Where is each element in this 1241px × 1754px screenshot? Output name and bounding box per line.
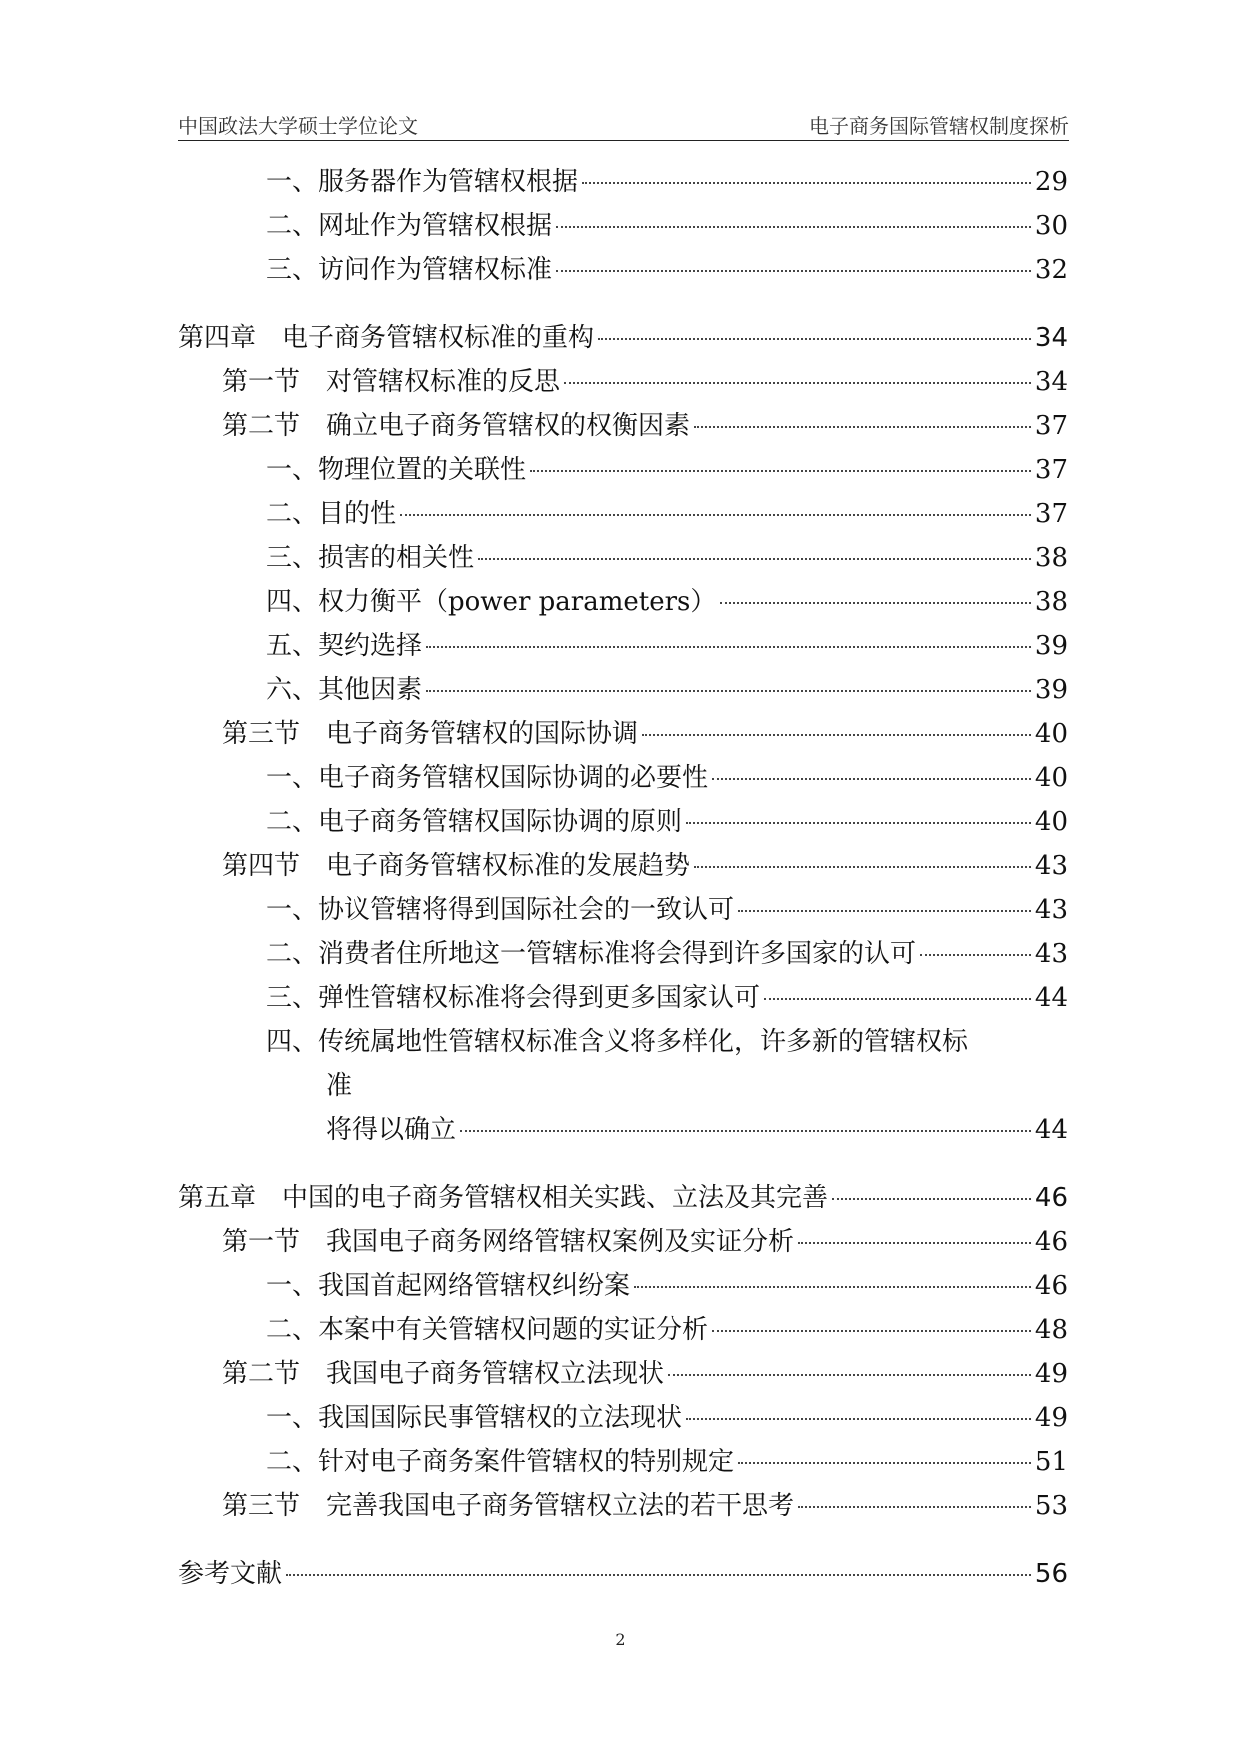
toc-entry[interactable] — [178, 492, 1068, 536]
toc-entry-page: 49 — [1034, 1359, 1068, 1389]
dot-leader — [400, 514, 1031, 516]
toc-entry-title: 二、消费者住所地这一管辖标准将会得到许多国家的认可 — [266, 939, 917, 969]
dot-leader — [460, 1130, 1031, 1132]
dot-leader — [764, 998, 1031, 1000]
dot-leader — [738, 1462, 1031, 1464]
toc-entry-title: 三、损害的相关性 — [266, 543, 475, 573]
toc-entry-title: 第三节 电子商务管辖权的国际协调 — [222, 719, 639, 749]
header-thesis-title: 电子商务国际管辖权制度探析 — [809, 114, 1069, 138]
table-of-contents — [178, 160, 1068, 1596]
toc-entry-title: 四、权力衡平（power parameters） — [266, 587, 717, 617]
toc-entry[interactable] — [178, 712, 1068, 756]
toc-entry-title: 六、其他因素 — [266, 675, 423, 705]
dot-leader — [694, 426, 1031, 428]
toc-entry[interactable] — [178, 1396, 1068, 1440]
dot-leader — [426, 646, 1031, 648]
header-thesis-label: 中国政法大学硕士学位论文 — [178, 114, 418, 138]
toc-entry-title: 第一节 我国电子商务网络管辖权案例及实证分析 — [222, 1227, 795, 1257]
toc-entry-page: 38 — [1034, 587, 1068, 617]
toc-entry[interactable] — [178, 756, 1068, 800]
toc-entry-title-line: 准 — [326, 1071, 353, 1101]
toc-entry[interactable] — [178, 248, 1068, 292]
toc-entry[interactable] — [178, 1020, 1068, 1152]
toc-entry-title: 三、访问作为管辖权标准 — [266, 255, 553, 285]
toc-entry-title: 第一节 对管辖权标准的反思 — [222, 367, 561, 397]
toc-entry-title: 一、服务器作为管辖权根据 — [266, 167, 579, 197]
toc-entry-page: 43 — [1034, 851, 1068, 881]
toc-entry-title: 一、协议管辖将得到国际社会的一致认可 — [266, 895, 735, 925]
toc-entry[interactable] — [178, 1220, 1068, 1264]
dot-leader — [598, 338, 1031, 340]
toc-entry-page: 48 — [1034, 1315, 1068, 1345]
toc-entry-title: 二、本案中有关管辖权问题的实证分析 — [266, 1315, 709, 1345]
toc-entry-title: 第四章 电子商务管辖权标准的重构 — [178, 323, 595, 353]
toc-entry-title: 一、我国首起网络管辖权纠纷案 — [266, 1271, 631, 1301]
dot-leader — [712, 1330, 1031, 1332]
toc-entry-page: 32 — [1034, 255, 1068, 285]
toc-entry[interactable] — [178, 536, 1068, 580]
dot-leader — [738, 910, 1031, 912]
dot-leader — [556, 270, 1031, 272]
dot-leader — [798, 1242, 1031, 1244]
toc-entry-page: 39 — [1034, 631, 1068, 661]
toc-entry[interactable] — [178, 976, 1068, 1020]
toc-entry[interactable] — [178, 1440, 1068, 1484]
toc-entry[interactable] — [178, 360, 1068, 404]
toc-entry-page: 37 — [1034, 411, 1068, 441]
toc-entry-page: 53 — [1034, 1491, 1068, 1521]
toc-entry-page: 39 — [1034, 675, 1068, 705]
dot-leader — [564, 382, 1031, 384]
dot-leader — [720, 602, 1031, 604]
toc-entry-page: 30 — [1034, 211, 1068, 241]
toc-entry[interactable] — [178, 316, 1068, 360]
toc-entry-title: 二、电子商务管辖权国际协调的原则 — [266, 807, 683, 837]
toc-entry-title: 第二节 我国电子商务管辖权立法现状 — [222, 1359, 665, 1389]
toc-entry-title-line: 四、传统属地性管辖权标准含义将多样化，许多新的管辖权标 — [266, 1027, 969, 1057]
dot-leader — [712, 778, 1031, 780]
toc-entry[interactable] — [178, 1352, 1068, 1396]
toc-entry-page: 34 — [1034, 323, 1068, 353]
toc-entry[interactable] — [178, 844, 1068, 888]
toc-entry-page: 37 — [1034, 499, 1068, 529]
toc-entry-page: 46 — [1034, 1271, 1068, 1301]
toc-entry[interactable] — [178, 1552, 1068, 1596]
toc-entry-page: 46 — [1034, 1227, 1068, 1257]
toc-entry-page: 46 — [1034, 1183, 1068, 1213]
dot-leader — [668, 1374, 1031, 1376]
toc-entry-title: 二、目的性 — [266, 499, 397, 529]
toc-entry-page: 56 — [1034, 1559, 1068, 1589]
toc-entry-page: 44 — [1034, 983, 1068, 1013]
toc-entry-page: 43 — [1034, 939, 1068, 969]
toc-entry-title: 二、针对电子商务案件管辖权的特别规定 — [266, 1447, 735, 1477]
toc-entry[interactable] — [178, 1264, 1068, 1308]
toc-entry[interactable] — [178, 668, 1068, 712]
toc-entry[interactable] — [178, 448, 1068, 492]
toc-entry-title: 一、物理位置的关联性 — [266, 455, 527, 485]
toc-entry-title: 将得以确立 — [326, 1115, 457, 1145]
toc-entry-title: 第五章 中国的电子商务管辖权相关实践、立法及其完善 — [178, 1183, 829, 1213]
dot-leader — [582, 182, 1031, 184]
toc-entry-title: 三、弹性管辖权标准将会得到更多国家认可 — [266, 983, 761, 1013]
toc-entry[interactable] — [178, 580, 1068, 624]
toc-entry-page: 34 — [1034, 367, 1068, 397]
toc-entry-title: 五、契约选择 — [266, 631, 423, 661]
dot-leader — [686, 1418, 1031, 1420]
toc-entry-title: 一、电子商务管辖权国际协调的必要性 — [266, 763, 709, 793]
toc-entry-title: 一、我国国际民事管辖权的立法现状 — [266, 1403, 683, 1433]
toc-entry[interactable] — [178, 888, 1068, 932]
toc-entry[interactable] — [178, 800, 1068, 844]
dot-leader — [556, 226, 1031, 228]
dot-leader — [634, 1286, 1031, 1288]
toc-entry-title: 第四节 电子商务管辖权标准的发展趋势 — [222, 851, 691, 881]
toc-entry-page: 38 — [1034, 543, 1068, 573]
toc-entry-title: 第三节 完善我国电子商务管辖权立法的若干思考 — [222, 1491, 795, 1521]
dot-leader — [286, 1574, 1031, 1576]
dot-leader — [832, 1198, 1031, 1200]
page-number: 2 — [615, 1630, 626, 1649]
dot-leader — [694, 866, 1031, 868]
toc-entry-title: 二、网址作为管辖权根据 — [266, 211, 553, 241]
toc-entry[interactable] — [178, 1484, 1068, 1528]
dot-leader — [798, 1506, 1031, 1508]
dot-leader — [686, 822, 1031, 824]
toc-entry-title: 参考文献 — [178, 1559, 283, 1589]
toc-entry[interactable] — [178, 932, 1068, 976]
toc-entry-page: 37 — [1034, 455, 1068, 485]
dot-leader — [530, 470, 1031, 472]
toc-entry[interactable] — [178, 404, 1068, 448]
toc-entry-page: 40 — [1034, 807, 1068, 837]
toc-entry[interactable] — [178, 624, 1068, 668]
toc-entry-page: 51 — [1034, 1447, 1068, 1477]
toc-entry-page: 40 — [1034, 719, 1068, 749]
toc-entry[interactable] — [178, 204, 1068, 248]
toc-entry-page: 29 — [1034, 167, 1068, 197]
toc-entry-title: 第二节 确立电子商务管辖权的权衡因素 — [222, 411, 691, 441]
dot-leader — [478, 558, 1031, 560]
toc-entry-page: 49 — [1034, 1403, 1068, 1433]
toc-entry[interactable] — [178, 1308, 1068, 1352]
running-header — [178, 108, 1069, 141]
toc-entry-page: 44 — [1034, 1115, 1068, 1145]
toc-entry[interactable] — [178, 1176, 1068, 1220]
dot-leader — [642, 734, 1031, 736]
toc-entry-page: 43 — [1034, 895, 1068, 925]
toc-entry[interactable] — [178, 160, 1068, 204]
toc-entry-page: 40 — [1034, 763, 1068, 793]
dot-leader — [426, 690, 1031, 692]
dot-leader — [920, 954, 1031, 956]
